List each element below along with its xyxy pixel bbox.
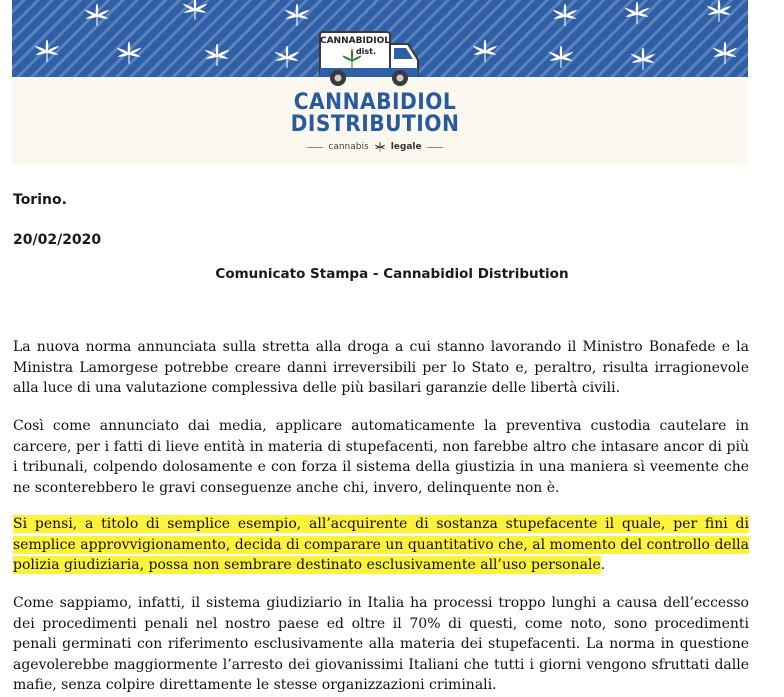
paragraph-3-highlighted (13, 514, 749, 576)
date-line: 20/02/2020 (13, 232, 102, 248)
cannabis-leaf-icon (712, 40, 738, 66)
paragraph-1: La nuova norma annunciata sulla stretta alla droga a cui stanno lavorando il Ministro Bonafede e la Ministra Lamorgese potrebbe creare danni irreversibili per lo Stato e, peraltro, risulta irragionevole alla luce di una valutazione complessiva delle più basilari garanzie delle libertà civili. (13, 339, 749, 396)
tagline-right: legale (390, 142, 422, 152)
cannabis-leaf-icon (472, 38, 498, 64)
divider (427, 147, 443, 148)
divider (307, 147, 323, 148)
paragraph-2: Così come annunciato dai media, applicare automaticamente la preventiva custodia cautelare in carcere, per i fatti di lieve entità in materia di stupefacenti, non farebbe altro che intasare ancor di più i tribunali, colpendo dolosamente e con forza il sistema della giustizia in una maniera sì veemente che ne sconterebbero le gravi conseguenze anche chi, invero, delinquente non è. (13, 418, 749, 496)
cannabis-leaf-icon (84, 2, 110, 28)
cannabis-leaf-icon (274, 44, 300, 70)
van-brand-subtext: dist. (355, 47, 377, 56)
press-release-headline: Comunicato Stampa - Cannabidiol Distribution (215, 266, 569, 282)
delivery-van-icon (318, 28, 422, 90)
cannabis-leaf-icon (204, 42, 230, 68)
cannabis-leaf-icon (630, 46, 656, 72)
cannabis-leaf-icon (552, 2, 578, 28)
tagline-left: cannabis (328, 142, 369, 152)
cannabis-leaf-icon (548, 44, 574, 70)
cannabis-leaf-icon (706, 0, 732, 24)
logo-name-line1: CANNABIDIOL (293, 90, 457, 115)
cannabis-leaf-icon (116, 40, 142, 66)
cannabis-leaf-icon (284, 2, 310, 28)
paragraph-3-period: . (600, 557, 606, 573)
highlighted-text: Si pensi, a titolo di semplice esempio, all’acquirente di sostanza stupefacente il quale, per fini di semplice approvvigionamento, decida di comparare un quantitativo che, al momento del controllo della polizia giudiziaria, possa non sembrare destinato esclusivamente all’uso personale (13, 516, 749, 573)
cannabis-leaf-icon (374, 141, 386, 153)
city-line: Torino. (13, 192, 67, 208)
cannabis-leaf-icon (34, 38, 60, 64)
logo-tagline (300, 140, 450, 154)
van-brand-text: CANNABIDIOL (319, 36, 391, 46)
logo-name-line2: DISTRIBUTION (290, 112, 460, 137)
cannabis-leaf-icon (624, 0, 650, 26)
paragraph-4: Come sappiamo, infatti, il sistema giudiziario in Italia ha processi troppo lunghi a causa dell’eccesso dei procedimenti penali nel nostro paese ed oltre il 70% di questi, come noto, sono procedimenti penali germinati con riferimento esclusivamente alla materia dei stupefacenti. La norma in questione agevolerebbe maggiormente l’arresto dei giovanissimi Italiani che tutti i giorni vengono sfruttati dalle mafie, senza colpire direttamente le stesse organizzazioni criminali. (13, 595, 749, 693)
cannabis-leaf-icon (182, 0, 208, 22)
